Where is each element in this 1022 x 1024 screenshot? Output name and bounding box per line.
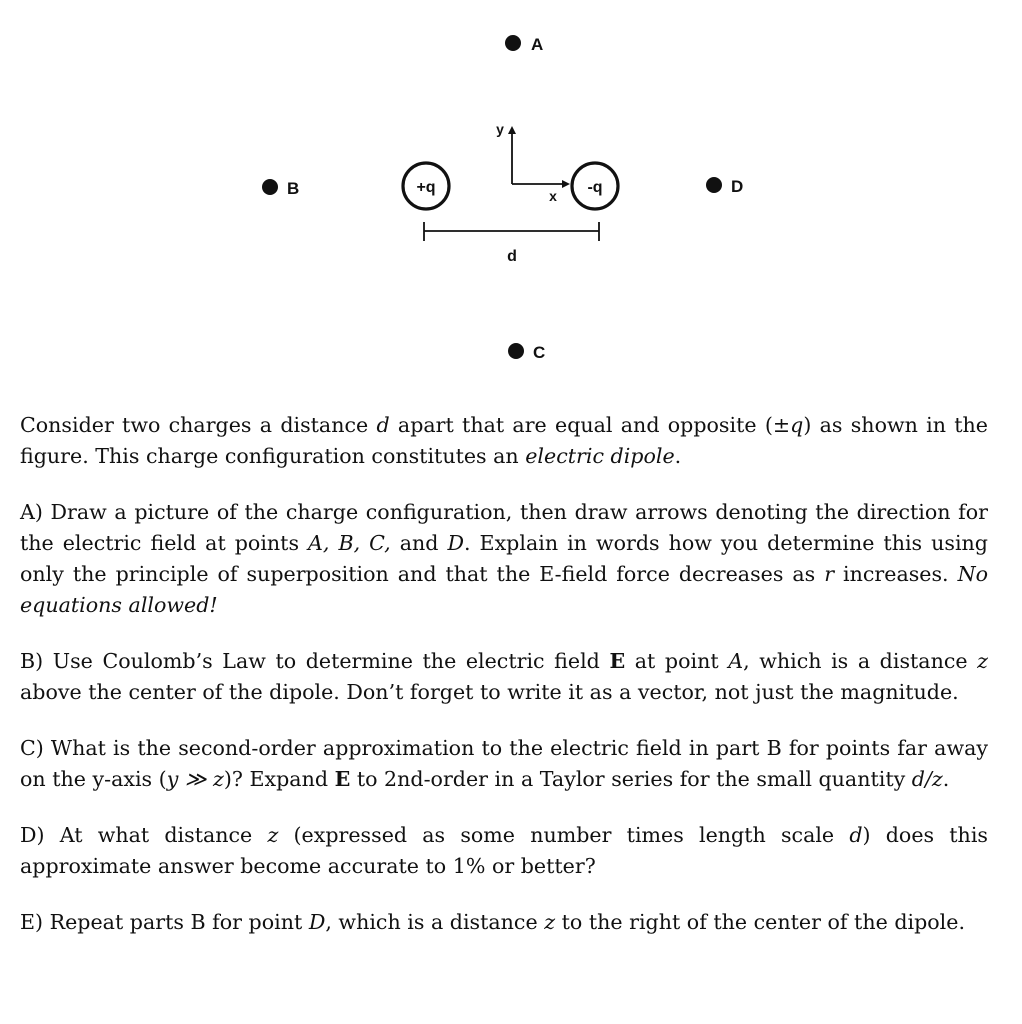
point-c-label: C <box>533 343 546 362</box>
point-b-dot <box>262 179 278 195</box>
y-axis-arrowhead <box>508 126 516 134</box>
separation-label: d <box>507 248 517 265</box>
point-a-dot <box>505 35 521 51</box>
y-axis-label: y <box>496 121 504 137</box>
part-a-paragraph: A) Draw a picture of the charge configuration, then draw arrows denoting the direction for the electric field at points A, B, C, and D. Explain in words how you determine this using only the principle of superposition and that the E-field force decreases as r increases. No equations allowed! <box>20 500 989 617</box>
x-axis-label: x <box>549 188 557 204</box>
problem-text <box>20 410 988 963</box>
part-d-paragraph: D) At what distance z (expressed as some number times length scale d) does this approximate answer become accurate to 1% or better? <box>20 823 988 878</box>
point-a-label: A <box>531 35 544 54</box>
dipole-figure <box>0 0 1022 400</box>
positive-charge-label: +q <box>416 179 436 196</box>
part-c-paragraph: C) What is the second-order approximation to the electric field in part B for points far away on the y-axis (y ≫ z)? Expand E to 2nd-order in a Taylor series for the small quantity d/z. <box>20 736 988 791</box>
intro-paragraph: Consider two charges a distance d apart that are equal and opposite (±q) as shown in the figure. This charge configuration constitutes an electric dipole. <box>20 413 988 468</box>
part-b-paragraph: B) Use Coulomb’s Law to determine the electric field E at point A, which is a distance z above the center of the dipole. Don’t forget to write it as a vector, not just the magnitude. <box>20 649 989 704</box>
point-d-label: D <box>731 177 744 196</box>
point-c-dot <box>508 343 524 359</box>
point-d-dot <box>706 177 722 193</box>
point-b-label: B <box>287 179 300 198</box>
negative-charge-label: -q <box>587 179 603 196</box>
x-axis-arrowhead <box>562 180 570 188</box>
part-e-paragraph: E) Repeat parts B for point D, which is a distance z to the right of the center of the dipole. <box>20 910 965 934</box>
